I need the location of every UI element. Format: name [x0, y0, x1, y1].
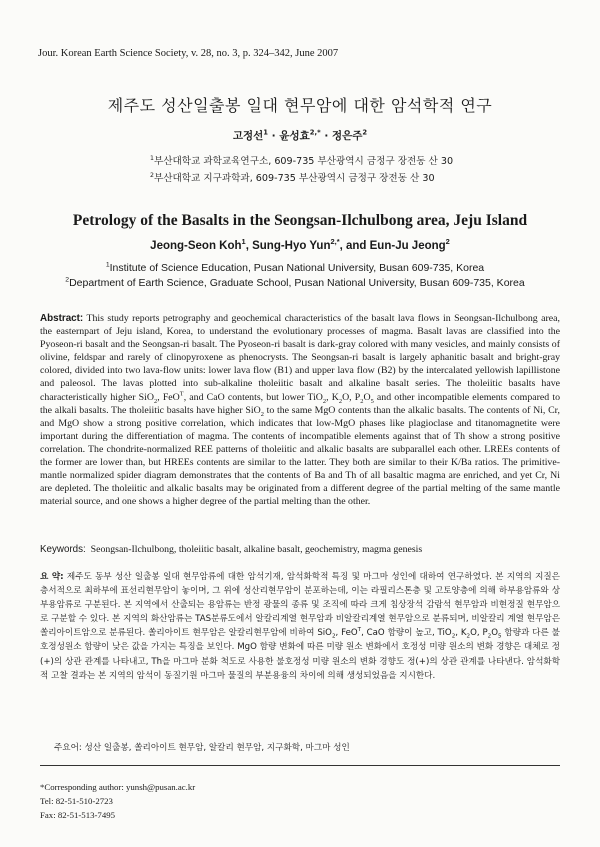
- abstract-label: Abstract:: [40, 313, 84, 324]
- en-affiliation-1: [40, 262, 550, 274]
- kr-abstract-label: 요 약:: [40, 572, 64, 582]
- kr-abstract-sub: 5: [497, 634, 502, 641]
- en-author-3-sup: 2: [445, 237, 450, 247]
- kr-abstract-text: , CaO 함량이 높고, TiO: [361, 628, 452, 639]
- en-affiliation-2-text: Department of Earth Science, Graduate School, Pusan National University, Busan 609-735, Korea: [69, 277, 525, 289]
- en-affiliation-1-sup: 1: [105, 261, 110, 269]
- kr-affiliation-1: [150, 153, 550, 167]
- en-author-3: Eun-Ju Jeong: [369, 240, 446, 252]
- kr-author-sep: ·: [320, 130, 332, 142]
- contact-tel: Tel: 82-51-510-2723: [40, 796, 113, 806]
- abstract-text: and other incompatible elements compared to the alkali basalts. The tholeiitic basalts have higher SiO: [40, 391, 560, 416]
- kr-affiliation-1-text: 부산대학교 과학교육연구소, 609-735 부산광역시 금정구 장전동 산 30: [153, 156, 454, 167]
- kr-abstract-sup: T: [357, 627, 362, 634]
- kr-abstract-sub: 2: [451, 634, 456, 641]
- abstract-sub: 2: [322, 397, 327, 405]
- abstract-text: O: [363, 391, 371, 403]
- abstract-text: to the same MgO contents than the alkalic basalts. The contents of Ni, Cr, and MgO show a strong positive correlation, which indicates that low-MgO phases like plagioclase and titanomagnetite were important during the differentiation of magma. The contents of incompatible elements against that of Th show a strong positive correlation. The chondrite-normalized REE patterns of tholeiitic and alkalic basalts are subparallel each other. LREEs contents of the former are lower than, but HREEs contents are similar to the latter. They both are similar to their K/Ba ratios. The primitive-mantle normalized spider diagram demonstrates that the contents of Ba and Th of all basaltic magma are enriched, and yet Cr, Ni are depleted. The tholeiitic and alkalic basalts may be originated from a different degree of the partial melting of the same mantle material source, and one shows a higher degree of the partial melting than the other.: [40, 404, 560, 508]
- english-abstract: [40, 312, 560, 508]
- en-affiliation-1-text: Institute of Science Education, Pusan National University, Busan 609-735, Korea: [109, 262, 485, 274]
- abstract-sup: T: [179, 390, 184, 398]
- abstract-text: , FeO: [157, 391, 180, 403]
- abstract-sub: 2: [360, 397, 364, 405]
- kr-abstract-text: 함량과 다른 불호정성원소 함량이 낮은 값을 가지는 특징을 보인다. MgO 함량 변화에 따른 미량 원소 변화에서 호정성 미량 원소의 변화 경향은 대체로 정(+)의 상관 관계를 나타내고, Th을 마그마 분화 척도로 사용한 불호정성 미량 원소의 변화 경향도 정(+)의 상관 관계를 나타낸다. 암석화학적 고찰 결과는 본 지역의 암석이 동질기원 마그마 물질의 부분용융의 차이에 의해 생성되었음을 지시한다.: [40, 628, 560, 681]
- kr-author-2: 윤성효: [279, 130, 310, 142]
- english-title: Petrology of the Basalts in the Seongsan-Ilchulbong area, Jeju Island: [72, 212, 528, 229]
- korean-keywords: [54, 741, 554, 753]
- kr-author-1-sup: 1: [263, 128, 269, 137]
- en-affiliation-2: [40, 277, 550, 289]
- en-author-1-sup: 1: [241, 237, 246, 247]
- corresponding-author: *Corresponding author: yunsh@pusan.ac.kr: [40, 782, 196, 792]
- kr-abstract-text: , K: [455, 628, 467, 639]
- abstract-sub: 2: [338, 397, 343, 405]
- en-author-sep: ,: [245, 240, 253, 252]
- kr-author-3: 정은주: [331, 130, 363, 142]
- abstract-text: , and CaO contents, but lower TiO: [183, 391, 323, 403]
- english-keywords: [40, 544, 560, 555]
- kr-abstract-sub: 2: [487, 634, 492, 641]
- kr-abstract-text: , FeO: [335, 628, 358, 639]
- en-author-2: Sung-Hyo Yun: [252, 240, 331, 252]
- kr-affiliation-2: [150, 170, 550, 184]
- en-author-2-sup: 2,*: [330, 237, 340, 247]
- korean-abstract: [40, 570, 560, 683]
- journal-citation: Jour. Korean Earth Science Society, v. 28, no. 3, p. 324–342, June 2007: [38, 48, 339, 59]
- kr-abstract-text: O, P: [470, 628, 488, 639]
- kr-abstract-text: O: [491, 628, 498, 639]
- en-author-sep: , and: [339, 240, 370, 252]
- abstract-sub: 2: [260, 410, 264, 418]
- kr-author-1: 고정선: [232, 130, 264, 142]
- abstract-sub: 5: [370, 397, 374, 405]
- kr-author-3-sup: 2: [362, 128, 368, 137]
- kr-affiliation-1-sup: 1: [150, 154, 154, 162]
- kr-abstract-sub: 2: [466, 634, 471, 641]
- footnote-divider: [40, 765, 560, 766]
- keywords-label: Keywords:: [40, 544, 86, 555]
- abstract-text: , K: [326, 391, 339, 403]
- contact-fax: Fax: 82-51-513-7495: [40, 810, 116, 820]
- en-author-1: Jeong-Seon Koh: [150, 240, 242, 252]
- abstract-sub: 2: [154, 397, 158, 405]
- kr-author-2-sup: 2,*: [309, 128, 321, 137]
- kr-abstract-sub: 2: [331, 634, 336, 641]
- english-authors: [0, 237, 600, 252]
- abstract-text: This study reports petrography and geochemical characteristics of the basalt lava flows in Seongsan-Ilchulbong area, the easternpart of Jeju island, Korea, to understand the evolutionary processes of magma. Basalt lavas are classified into the Pyoseon-ri basalt and the Seongsan-ri basalt. The Pyoseon-ri basalt is dark-gray colored with many vesicles, and mainly consists of olivine, feldspar and rarely of clinopyroxene as phenocrysts. The Seongsan-ri basalt is largely aphanitic basalt and bright-gray colored, divided into two lava-flow units: lower lava flow (B1) and upper lava flow (B2) by the intercalated yellowish lapillistone and paleosol. The lavas plotted into sub-alkaline tholeiitic basalt and alkaline basalt series. The tholeiitic basalts have characteristically higher SiO: [40, 313, 560, 403]
- kr-abstract-text: 제주도 동부 성산 일출봉 일대 현무암류에 대한 암석기재, 암석화학적 특징 및 마그마 성인에 대하여 연구하였다. 본 지역의 지질은 층서적으로 최하부에 표선리현무암이 놓이며, 그 위에 성산리현무암이 분포하는데, 이는 라필리스톤층 및 고토양층에 의해 하부용암류와 상부용암류로 구분된다. 본 지역에서 산출되는 용암류는 반정 광물의 종류 및 조직에 따라 크게 침상장석 감람석 현무암과 비현정질 현무암으로 구분할 수 있다. 본 지역의 화산암류는 TAS분류도에서 알칼리계열 현무암과 비알칼리계열 현무암으로 분류되며, 비알칼리 계열 현무암은 쏠리아이트암으로 분류된다. 쏠리아이트 현무암은 알칼리현무암에 비하여 SiO: [40, 572, 560, 639]
- kr-keywords-label: 주요어:: [54, 743, 82, 753]
- kr-affiliation-2-text: 부산대학교 지구과학과, 609-735 부산광역시 금정구 장전동 산 30: [153, 173, 435, 184]
- keywords-text: Seongsan-Ilchulbong, tholeiitic basalt, alkaline basalt, geochemistry, magma genesis: [90, 544, 423, 555]
- abstract-text: O, P: [342, 391, 361, 403]
- kr-keywords-text: 성산 일출봉, 쏠리아이트 현무암, 알칼리 현무암, 지구화학, 마그마 성인: [81, 743, 350, 753]
- kr-affiliation-2-sup: 2: [150, 171, 154, 179]
- en-affiliation-2-sup: 2: [65, 276, 70, 284]
- korean-authors: [0, 128, 600, 143]
- korean-title: 제주도 성산일출봉 일대 현무암에 대한 암석학적 연구: [107, 96, 493, 115]
- kr-author-sep: ·: [268, 130, 280, 142]
